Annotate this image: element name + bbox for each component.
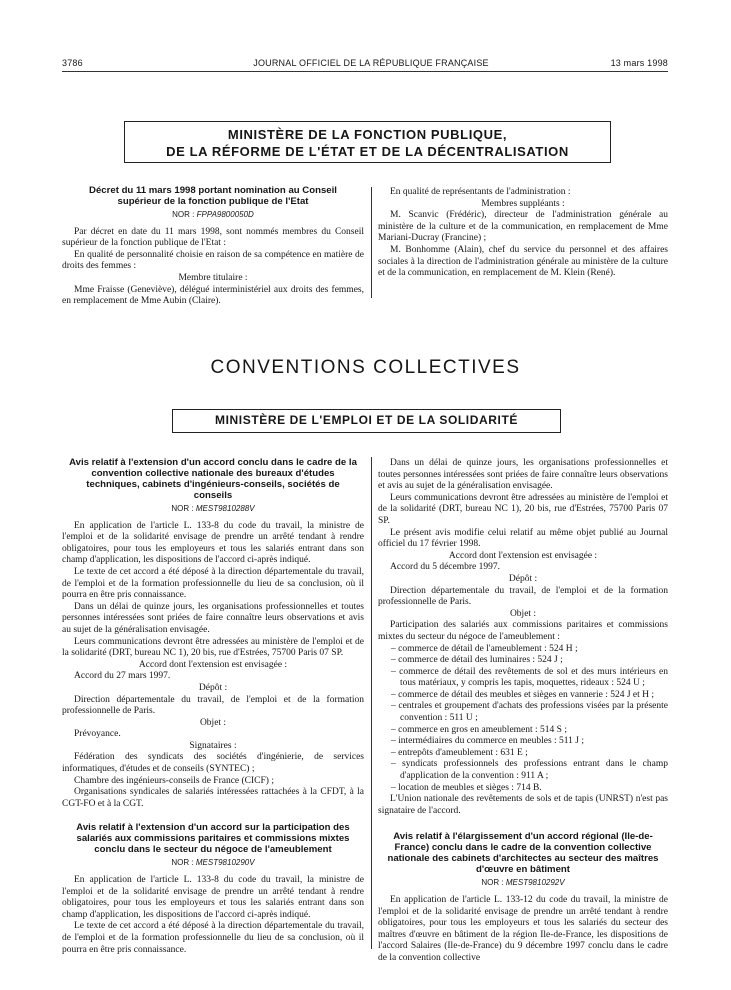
nor-label: NOR : [172,210,195,219]
avis1-paragraph: Organisations syndicales de salariés intéressées rattachées à la CFDT, à la CGT-FO et à la CGT. [62,787,364,809]
list-item: – commerce de détail des meubles et sièges en vannerie : 524 J et H ; [391,689,655,700]
conventions-left-column [62,457,364,956]
avis1-subheading: Objet : [199,717,227,728]
avis1-paragraph: Dans un délai de quinze jours, les organisations professionnelles et toutes personnes intéressées sont priées de faire connaître leurs observations et avis au sujet de la généralisation envisagée. [62,601,364,635]
nor-label: NOR : [171,504,194,513]
ministry-heading-box [124,121,611,163]
avis1-paragraph: Leurs communications devront être adressées au ministère de l'emploi et de la solidarité (DRT, bureau NC 1), 20 bis, rue d'Estrées, 75700 Paris 07 SP. [62,636,364,659]
list-item: – commerce de détail des revêtements de sol et des murs intérieurs en tous matériaux, y compris les tapis, moquettes, rideaux : 524 U ; [391,666,668,689]
issue-date: 13 mars 1998 [610,58,668,68]
nor-code: FPPA9800050D [196,210,254,219]
avis1-paragraph: Chambre des ingénieurs-conseils de France (CICF) ; [74,775,274,786]
list-item: – entrepôts d'ameublement : 631 E ; [391,747,528,758]
avis2-nor [62,857,364,869]
column-divider [371,457,372,949]
avis2-paragraph: Le présent avis modifie celui relatif au même objet publié au Journal officiel du 17 février 1998. [378,527,668,550]
list-item: – commerce de détail de l'ameublement : 524 H ; [391,643,578,654]
journal-title: JOURNAL OFFICIEL DE LA RÉPUBLIQUE FRANÇAISE [253,58,489,68]
column-divider [371,187,372,298]
avis1-title: Avis relatif à l'extension d'un accord conclu dans le cadre de la convention collective nationale des bureaux d'études techniques, cabinets d'ingénieurs-conseils, sociétés de conseils [69,457,357,501]
decret-paragraph: En qualité de personnalité choisie en raison de sa compétence en matière de droits des femmes : [62,249,364,272]
page-number: 3786 [62,58,83,68]
decret-paragraph: M. Bonhomme (Alain), chef du service du personnel et des affaires sociales à la direction de l'administration générale au ministère de la culture et de la communication, en remplacement de M. Klein (René). [378,244,668,279]
avis2-paragraph: Participation des salariés aux commissions paritaires et commissions mixtes du secteur du négoce de l'ameublement : [378,620,668,642]
decret-subheading: Membre titulaire : [178,272,248,283]
conventions-right-column [378,458,668,965]
avis2-title: Avis relatif à l'extension d'un accord sur la participation des salariés aux commissions paritaires et commissions mixtes conclu dans le secteur du négoce de l'ameublement [76,822,350,856]
decret-right-column [378,187,668,280]
section-title: CONVENTIONS COLLECTIVES [210,357,521,378]
avis1-paragraph: Prévoyance. [74,729,121,740]
avis1-paragraph: En application de l'article L. 133-8 du code du travail, la ministre de l'emploi et de la solidarité envisage de prendre un arrêté tendant à rendre obligatoires, pour tous les employeurs et tous les salariés entrant dans son champ d'application, les dispositions de l'accord ci-après indiqué. [62,520,364,566]
nor-code: MEST9810292V [505,878,565,888]
nor-code: MEST9810288V [195,504,255,513]
decret-paragraph: Par décret en date du 11 mars 1998, sont nommés membres du Conseil supérieur de la fonction publique de l'Etat : [62,226,364,249]
list-item: – centrales et groupement d'achats des professions visées par la présente convention : 511 U ; [391,701,668,724]
list-item: – syndicats professionnels des professions entrant dans le champ d'application de la convention : 911 A ; [391,759,668,782]
avis1-paragraph: Fédération des syndicats des sociétés d'ingénierie, de services informatiques, d'études et de conseils (SYNTEC) ; [62,752,364,775]
avis2-paragraph: L'Union nationale des revêtements de sols et de tapis (UNRST) n'est pas signataire de l'accord. [378,794,668,816]
avis2-subheading: Objet : [509,608,537,619]
decret-left-column [62,185,364,308]
avis3-nor [378,877,668,889]
avis2-subheading: Accord dont l'extension est envisagée : [448,550,598,561]
ministry-emploi-box: MINISTÈRE DE L'EMPLOI ET DE LA SOLIDARITÉ [172,409,561,433]
avis3-title: Avis relatif à l'élargissement d'un accord régional (Ile-de-France) conclu dans le cadre de la convention collective nationale des cabinets d'architectes au secteur des maîtres d'œuvre en bâtiment [387,831,659,876]
avis1-paragraph: Accord du 27 mars 1997. [74,671,171,682]
avis1-subheading: Dépôt : [198,682,228,693]
avis1-paragraph: Direction départementale du travail, de l'emploi et de la formation professionnelle de Paris. [62,694,364,717]
avis1-subheading: Accord dont l'extension est envisagée : [138,659,288,670]
avis2-paragraph: Dans un délai de quinze jours, les organisations professionnelles et toutes personnes intéressées sont priées de faire connaître leurs observations et avis au sujet de la généralisation envisagée. [378,458,668,492]
decret-paragraph: Mme Fraisse (Geneviève), délégué interministériel aux droits des femmes, en remplacement de Mme Aubin (Claire). [62,284,364,307]
avis1-nor [62,503,364,515]
avis1-subheading: Signataires : [189,740,237,751]
ministry-heading-line2: DE LA RÉFORME DE L'ÉTAT ET DE LA DÉCENTRALISATION [166,144,569,159]
decret-paragraph: M. Scanvic (Frédéric), directeur de l'administration générale au ministère de la culture et de la communication, en remplacement de Mme Mariani-Ducray (Francine) ; [378,210,668,244]
avis2-paragraph: Accord du 5 décembre 1997. [390,562,501,573]
list-item: – commerce en gros en ameublement : 514 S ; [391,724,567,735]
avis3-paragraph: En application de l'article L. 133-12 du code du travail, la ministre de l'emploi et de la solidarité envisage de prendre un arrêté tendant à rendre obligatoires, pour tous les employeurs et tous les salariés du secteur des maîtres d'œuvre en bâtiment de la région Ile-de-France, les dispositions de l'accord Salaires (Ile-de-France) du 9 décembre 1997 conclu dans le cadre de la convention collective [378,895,668,963]
ministry-heading-line1: MINISTÈRE DE LA FONCTION PUBLIQUE, [227,127,508,142]
decret-title: Décret du 11 mars 1998 portant nomination au Conseil supérieur de la fonction publique de l'Etat [89,185,337,207]
avis2-paragraph: Le texte de cet accord a été déposé à la direction départementale du travail, de l'emploi et de la formation professionnelle du lieu de sa conclusion, où il pourra en être pris connaissance. [62,921,364,955]
decret-nor [62,209,364,221]
nor-label: NOR : [171,858,194,868]
avis1-paragraph: Le texte de cet accord a été déposé à la direction départementale du travail, de l'emploi et de la formation professionnelle du lieu de sa conclusion, où il pourra en être pris connaissance. [62,566,364,601]
avis2-paragraph: En application de l'article L. 133-8 du code du travail, la ministre de l'emploi et de la solidarité envisage de prendre un arrêté tendant à rendre obligatoires, pour tous les employeurs et tous les salariés entrant dans son champ d'application, les dispositions de l'accord ci-après indiqué. [62,875,364,920]
header-rule [62,71,668,72]
avis2-paragraph: Leurs communications devront être adressées au ministère de l'emploi et de la solidarité (DRT, bureau NC 1), 20 bis, rue d'Estrées, 75700 Paris 07 SP. [378,492,668,526]
nor-code: MEST9810290V [195,858,255,868]
list-item: – commerce de détail des luminaires : 524 J ; [391,655,563,666]
decret-paragraph: En qualité de représentants de l'administration : [390,187,571,197]
decret-subheading: Membres suppléants : [481,198,565,209]
list-item: – location de meubles et sièges : 714 B. [391,782,542,793]
avis2-paragraph: Direction départementale du travail, de l'emploi et de la formation professionnelle de Paris. [378,585,668,608]
list-item: – intermédiaires du commerce en meubles : 511 J ; [391,736,585,747]
avis2-subheading: Dépôt : [508,573,538,584]
nor-label: NOR : [481,878,504,888]
